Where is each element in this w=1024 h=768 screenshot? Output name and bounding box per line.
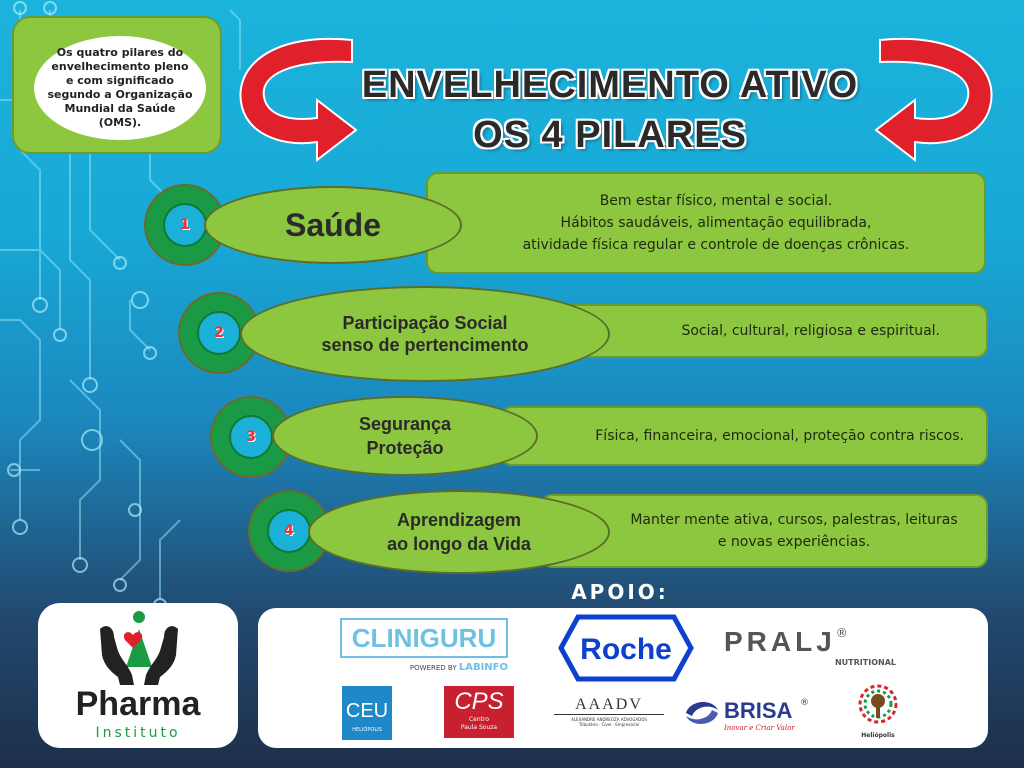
cps-sub-1: Centro xyxy=(468,716,490,723)
pillar-4-number-badge: 4 xyxy=(267,509,311,553)
pillar-2-name-line-2: senso de pertencimento xyxy=(321,335,529,355)
support-heading: APOIO: xyxy=(571,580,669,604)
title-line-2: OS 4 PILARES xyxy=(473,114,747,156)
roche-logo xyxy=(558,614,694,682)
pralj-name: PRALJ xyxy=(724,626,836,657)
cps-name: CPS xyxy=(454,688,504,715)
cps-logo xyxy=(444,686,514,738)
cliniguru-powered: POWERED BY xyxy=(409,664,457,672)
tree-icon xyxy=(856,684,900,728)
pralj-reg: ® xyxy=(835,626,848,640)
brisa-sub: Inovar e Criar Valor xyxy=(724,724,795,732)
pharma-instituto-logo xyxy=(38,603,238,748)
cliniguru-powered-line xyxy=(340,662,508,673)
intro-text: Os quatro pilares do envelhecimento pleno e com significado segundo a Organização Mundial da Saúde (OMS). xyxy=(34,36,206,140)
aaadv-sub-2: Tributário · Cível · Empresarial xyxy=(578,722,640,727)
pillar-4-name-line-1: Aprendizagem xyxy=(396,510,522,530)
cliniguru-name: CLINIGURU xyxy=(340,618,508,658)
pillar-1-description-bar xyxy=(426,172,986,274)
pillar-4-desc-line-1: Manter mente ativa, cursos, palestras, leituras xyxy=(630,512,958,528)
pillar-3-number-badge: 3 xyxy=(229,415,273,459)
pillar-3-name xyxy=(272,396,538,476)
pralj-logo xyxy=(724,626,914,666)
pillar-1-name: Saúde xyxy=(204,186,462,264)
pillar-2-desc: Social, cultural, religiosa e espiritual. xyxy=(681,323,940,339)
pillar-4-desc-line-2: e novas experiências. xyxy=(717,534,871,550)
hands-heart-icon xyxy=(94,609,184,687)
pillar-1-desc-line-3: atividade física regular e controle de doenças crônicas. xyxy=(522,237,910,253)
roche-name: Roche xyxy=(580,633,672,666)
brisa-swirl-icon xyxy=(682,696,722,730)
ceu-logo xyxy=(342,686,392,740)
pillar-2-name xyxy=(240,286,610,382)
pillar-1-desc-line-1: Bem estar físico, mental e social. xyxy=(599,193,833,209)
pralj-sub: NUTRITIONAL xyxy=(834,658,896,667)
brisa-logo xyxy=(682,694,812,738)
aaadv-name: AAADV xyxy=(575,696,643,713)
ceu-name: CEU xyxy=(345,700,389,722)
pillar-1-number-badge: 1 xyxy=(163,203,207,247)
brisa-reg: ® xyxy=(800,698,809,708)
cliniguru-logo xyxy=(340,618,508,682)
intro-box xyxy=(12,16,222,154)
title-line-1: ENVELHECIMENTO ATIVO xyxy=(361,64,859,106)
pillar-4-name xyxy=(308,490,610,574)
sponsors-panel xyxy=(258,608,988,748)
ceu-sub: HELIÓPOLIS xyxy=(352,727,382,733)
heliopolis-name: Heliópolis xyxy=(861,732,895,739)
aaadv-sub-1: ALEXANDRE ANDREOZA ADVOGADOS xyxy=(554,714,664,722)
heliopolis-logo xyxy=(850,684,906,744)
pharma-name: Pharma xyxy=(75,685,201,723)
pillar-3-desc: Física, financeira, emocional, proteção contra riscos. xyxy=(595,428,964,444)
pillar-3-name-line-1: Segurança xyxy=(358,414,452,434)
pillar-2-name-line-1: Participação Social xyxy=(342,313,508,333)
pharma-sub: Instituto xyxy=(95,725,181,741)
cliniguru-lab: LABINFO xyxy=(458,662,508,673)
pillar-3-name-line-2: Proteção xyxy=(366,438,444,458)
pillar-2-number-badge: 2 xyxy=(197,311,241,355)
cps-sub-2: Paula Souza xyxy=(460,724,498,731)
page-title xyxy=(300,60,920,160)
pillar-3-description-bar xyxy=(500,406,988,466)
aaadv-logo xyxy=(554,696,664,736)
brisa-name: BRISA xyxy=(724,698,793,723)
pillar-4-name-line-2: ao longo da Vida xyxy=(387,534,531,554)
pillar-2-description-bar xyxy=(560,304,988,358)
pillar-1-desc-line-2: Hábitos saudáveis, alimentação equilibrada, xyxy=(560,215,872,231)
